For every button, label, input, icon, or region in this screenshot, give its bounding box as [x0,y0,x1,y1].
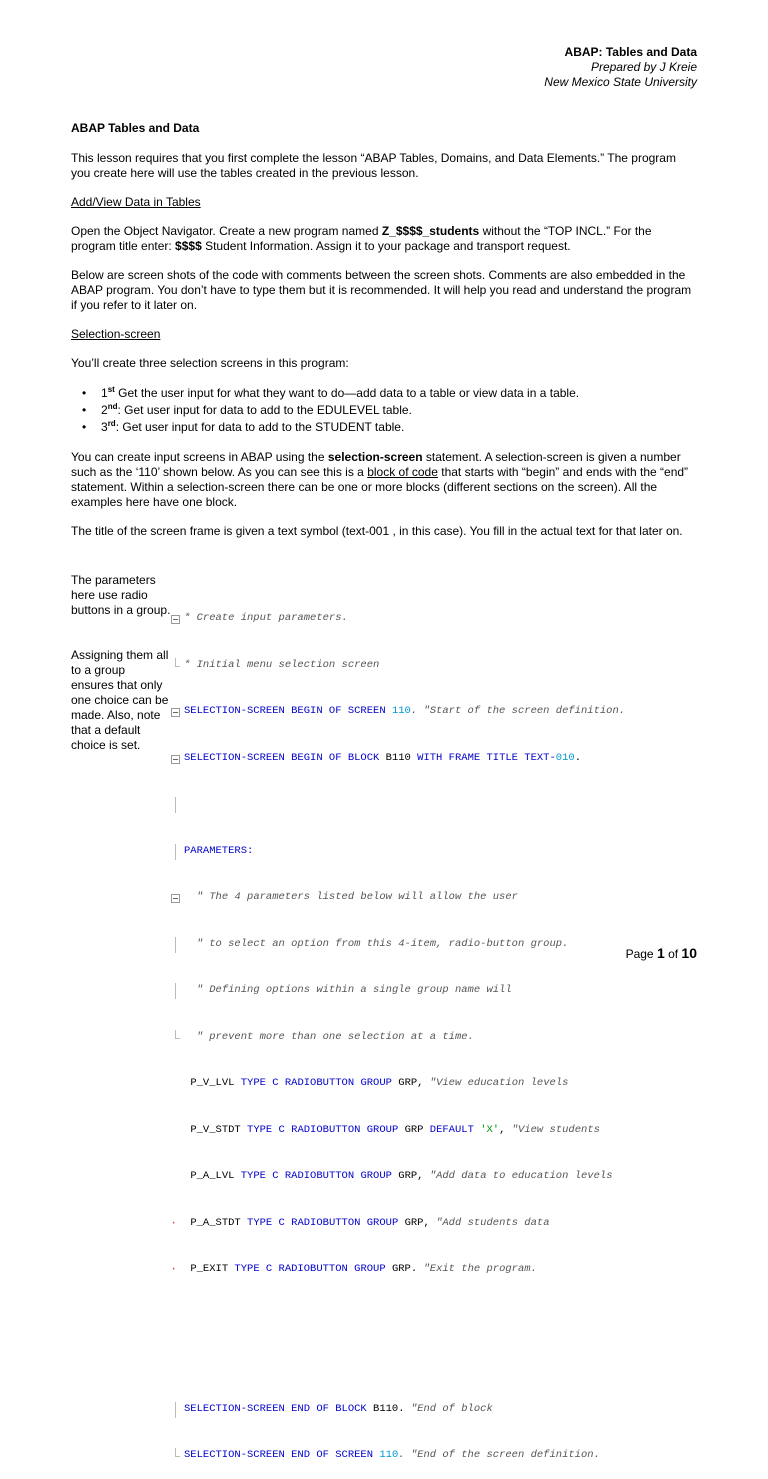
intro-paragraph: This lesson requires that you first complete the lesson “ABAP Tables, Domains, and Data Elements.” The program you create here will use the tables created in the previous lesson. [71,151,676,180]
code-number: 110 [391,705,411,717]
section-heading-add-view: Add/View Data in Tables [71,195,201,209]
code-comment: "Exit the program. [423,1263,537,1275]
code-identifier: B110. [373,1402,411,1415]
title-text-symbol-paragraph: The title of the screen frame is given a text symbol (text-001 , in this case). You fill in the actual text for that later on. [71,524,683,538]
create-program-paragraph [71,224,696,254]
param-name: P_EXIT [190,1263,235,1275]
code-identifier: B110 [385,751,418,764]
fold-toggle-icon [170,704,180,720]
three-screens-paragraph: You’ll create three selection screens in this program: [71,356,349,370]
screen-list [71,385,696,436]
code-line [184,611,704,627]
fold-toggle-icon [170,611,180,627]
fold-line-icon [170,937,180,953]
program-name: Z_$$$$_students [381,224,480,238]
header-author: Prepared by J Kreie [590,60,697,74]
list-ordinal: st [107,385,115,394]
fold-line-icon [170,844,180,860]
fold-end-icon [170,1030,180,1046]
fold-toggle-icon [170,751,180,767]
list-number: 2 [101,403,108,417]
list-ordinal: nd [107,402,118,411]
block-of-code-phrase: block of code [367,465,438,479]
breakpoint-marker-icon [170,1262,180,1278]
param-name: P_V_LVL [190,1077,241,1089]
p4-text-a: You can create input screens in ABAP using the [71,450,328,464]
code-identifier: GRP, [398,1077,430,1089]
list-item [91,402,696,419]
list-text: Get the user input for what they want to do—add data to a table or view data in a table. [114,386,580,400]
code-line-blank [184,1355,704,1371]
screenshots-paragraph: Below are screen shots of the code with comments between the screen shots. Comments are also embedded in the ABAP program. You don’t have to type them but it is recommended. It will help you read and understand the program if you refer to it later on. [71,268,692,312]
code-comment: " Defining options within a single group name will [196,984,512,996]
code-keyword: SELECTION-SCREEN END OF BLOCK [184,1402,374,1415]
fold-end-icon [170,658,180,674]
list-text: : Get user input for data to add to the STUDENT table. [115,420,405,434]
list-ordinal: rd [107,419,116,428]
fold-line-icon [170,1402,180,1418]
code-line [184,1123,704,1139]
p1-text-c: without the “TOP INCL.” For the program title enter: [71,224,652,253]
code-comment: " The 4 parameters listed below will allow the user [196,891,518,903]
code-line-blank [184,1309,704,1325]
page-total: 10 [681,945,697,961]
code-comment: " to select an option from this 4-item, radio-button group. [196,937,569,950]
selection-screen-keyword: selection-screen [327,450,423,464]
code-identifier: GRP, [398,1170,430,1182]
param-name: P_A_STDT [190,1216,248,1229]
list-number: 3 [101,420,108,434]
code-comment: "Add data to education levels [429,1170,613,1182]
code-comment: "Add students data [436,1216,550,1229]
code-keyword: TYPE C RADIOBUTTON GROUP [247,1123,405,1136]
sidenote-group-default: Assigning them all to a group ensures that only one choice can be made. Also, note that a default choice is set. [71,648,169,752]
code-identifier: GRP, [404,1216,437,1229]
code-line [184,1169,704,1185]
code-identifier: GRP [404,1123,430,1136]
code-keyword: PARAMETERS: [184,844,254,857]
code-line [184,890,704,906]
page-header [544,45,697,90]
header-title: ABAP: Tables and Data [564,45,697,59]
document-body [71,121,696,553]
section-heading-selection-screen: Selection-screen [71,327,161,341]
of-label: of [664,947,682,961]
code-line-blank [184,797,704,813]
code-line [184,844,704,860]
code-comment: "End of block [410,1402,493,1415]
code-comment: "View students [511,1123,600,1136]
code-keyword: DEFAULT [429,1123,481,1136]
code-line [184,1448,704,1464]
fold-end-icon [170,1448,180,1464]
list-text: : Get user input for data to add to the EDULEVEL table. [117,403,412,417]
list-number: 1 [101,386,108,400]
fold-toggle-icon [170,890,180,906]
code-line [184,1076,704,1092]
code-keyword: SELECTION-SCREEN BEGIN OF BLOCK [184,751,386,764]
code-screenshot [184,580,704,1479]
code-line [184,704,704,720]
code-line [184,1216,704,1232]
code-keyword: SELECTION-SCREEN BEGIN OF SCREEN [184,705,392,717]
code-comment: * Create input parameters. [184,612,348,624]
code-line [184,983,704,999]
sidenote-radio-buttons: The parameters here use radio buttons in a group. [71,573,171,617]
code-keyword: TYPE C RADIOBUTTON GROUP [234,1263,392,1275]
page-label: Page [625,947,657,961]
header-university: New Mexico State University [544,75,697,89]
document-heading: ABAP Tables and Data [71,121,200,135]
code-line [184,1262,704,1278]
code-line [184,658,704,674]
code-comment: "View education levels [429,1077,569,1089]
code-punct: , [499,1123,512,1136]
p4-text-e: that starts with “begin” and ends with the “end” statement. Within a selection-screen there can be one or more blocks (different sections on the screen). All the examples here have one block. [71,465,689,509]
param-name: P_V_STDT [190,1123,248,1136]
code-keyword: WITH FRAME TITLE TEXT- [417,751,556,764]
code-number: 110 [379,1449,399,1461]
fold-line-icon [170,797,180,813]
program-prefix: $$$$ [175,239,202,253]
p1-text-e: Student Information. Assign it to your package and transport request. [201,239,571,253]
code-line [184,751,704,767]
list-item [91,419,696,436]
code-comment: " prevent more than one selection at a time. [196,1030,474,1043]
code-keyword: TYPE C RADIOBUTTON GROUP [240,1170,399,1182]
code-line [184,1402,704,1418]
p1-text-a: Open the Object Navigator. Create a new program named [71,224,382,238]
code-punct: . [574,751,581,764]
code-comment: . "End of the screen definition. [398,1449,600,1461]
code-keyword: SELECTION-SCREEN END OF SCREEN [184,1449,380,1461]
code-comment: . "Start of the screen definition. [410,705,626,717]
selection-screen-paragraph [71,450,696,510]
code-string: 'X' [480,1123,500,1136]
code-number: 010 [555,751,575,764]
page-footer [626,946,697,962]
page-number: 1 [656,945,665,961]
code-line [184,1030,704,1046]
breakpoint-marker-icon [170,1216,180,1232]
code-keyword: TYPE C RADIOBUTTON GROUP [247,1216,405,1229]
code-keyword: TYPE C RADIOBUTTON GROUP [240,1077,399,1089]
param-name: P_A_LVL [190,1170,241,1182]
fold-line-icon [170,983,180,999]
code-identifier: GRP. [391,1263,424,1275]
p4-text-c: statement. A selection-screen is given a number such as the ‘110’ shown below. As you can see this is a [71,450,681,479]
code-comment: * Initial menu selection screen [184,658,380,671]
list-item [91,385,696,402]
